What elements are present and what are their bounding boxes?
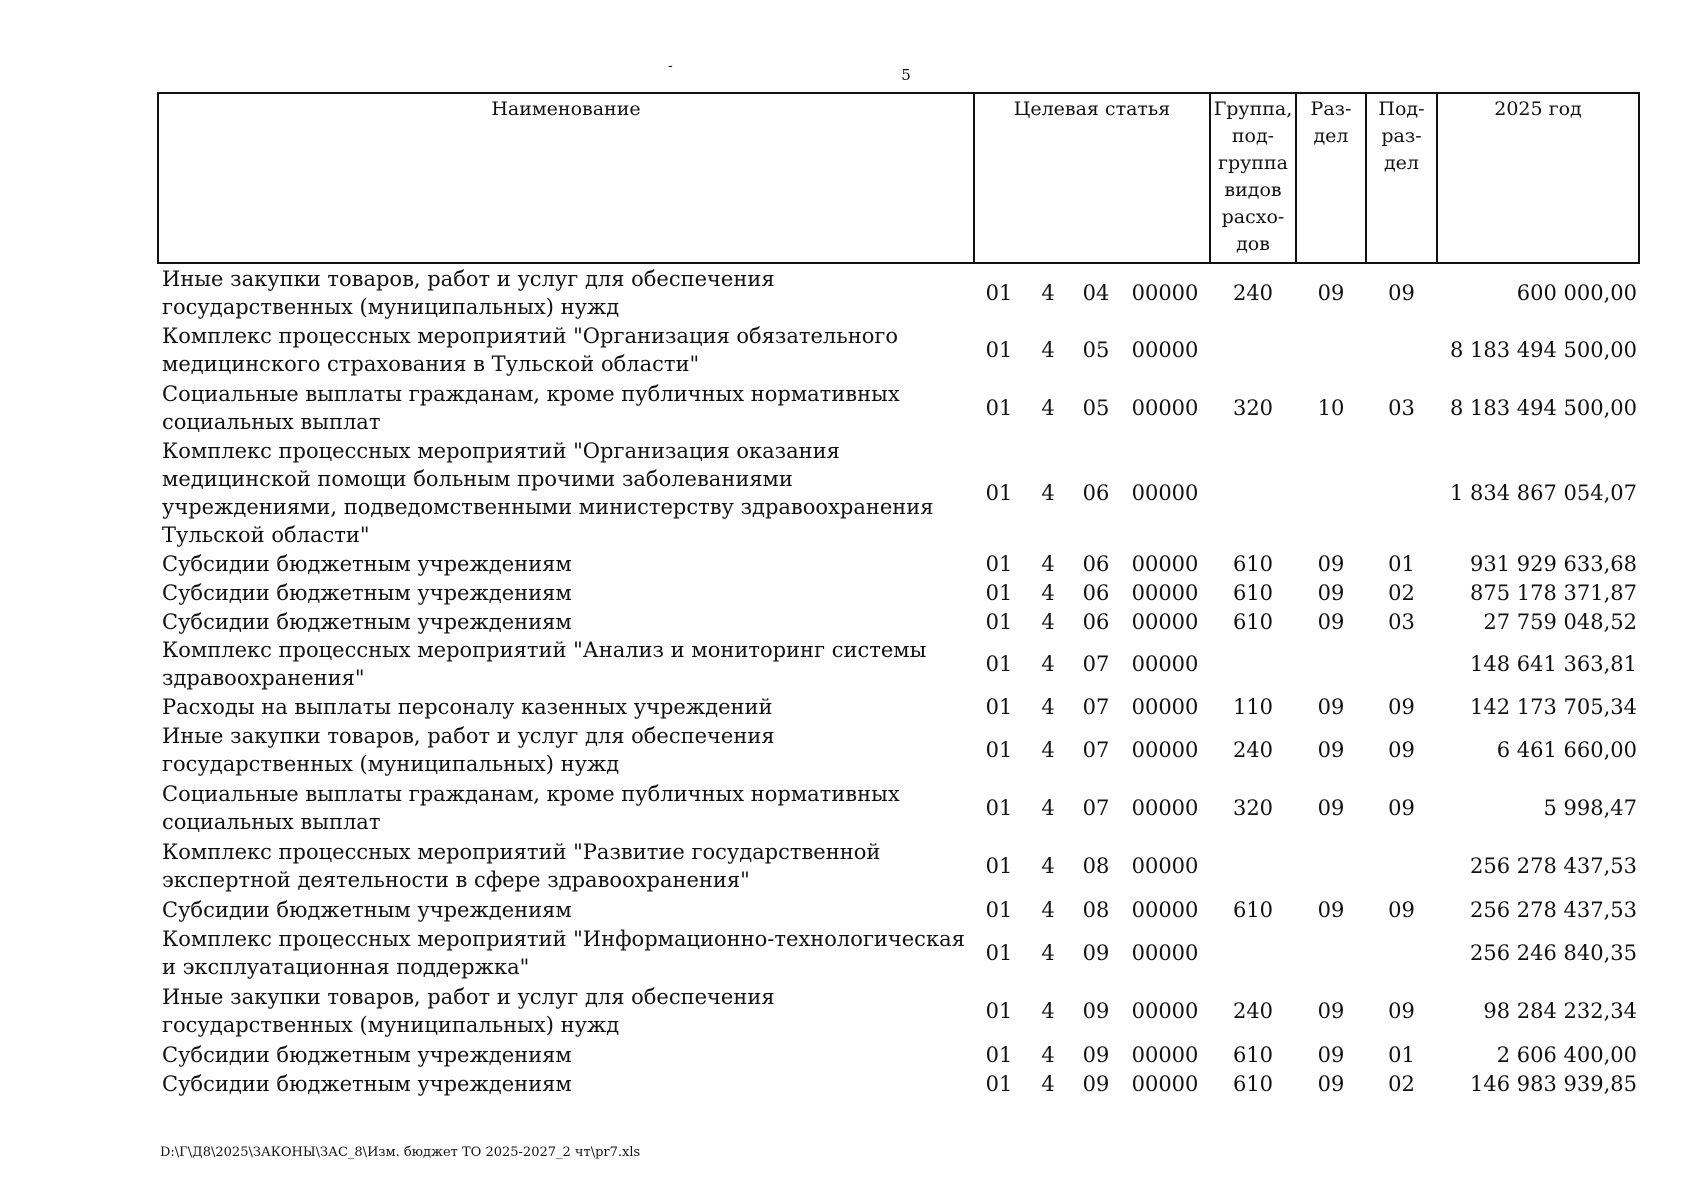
cell-section: 09 — [1317, 694, 1345, 719]
table-row — [158, 924, 1639, 982]
cell-amount: 8 183 494 500,00 — [1449, 396, 1637, 420]
cell-target-direction: 00000 — [1131, 694, 1199, 719]
cell-target-complex: 04 — [1082, 280, 1110, 305]
cell-section — [1296, 636, 1366, 692]
cell-subsection — [1366, 437, 1437, 549]
cell-target-program: 01 — [985, 854, 1013, 878]
cell-target-program: 01 — [985, 551, 1013, 576]
cell-name: Иные закупки товаров, работ и услуг для обеспечения государственных (муниципальных) нужд — [162, 985, 775, 1037]
header-target: Целевая статья — [974, 93, 1210, 263]
cell-group — [1210, 636, 1296, 692]
table-row — [158, 895, 1639, 924]
cell-group: 320 — [1232, 796, 1274, 820]
header-subsection: Под- раз- дел — [1366, 93, 1437, 263]
cell-subsection: 01 — [1388, 1042, 1415, 1067]
cell-name: Комплекс процессных мероприятий "Организация оказания медицинской помощи больным прочими заболеваниями учреждениями, подведомственными министерству здравоохранения Тульской области" — [162, 439, 934, 547]
cell-section: 09 — [1317, 1042, 1345, 1067]
cell-amount: 148 641 363,81 — [1470, 652, 1637, 676]
cell-section: 09 — [1317, 796, 1345, 820]
cell-target-direction: 00000 — [1131, 551, 1199, 576]
table-row — [158, 321, 1639, 379]
cell-target-complex: 07 — [1082, 738, 1110, 762]
table-header-row — [158, 93, 1639, 263]
cell-target-type: 4 — [1041, 652, 1055, 676]
cell-subsection: 02 — [1388, 1071, 1415, 1096]
cell-name: Субсидии бюджетным учреждениям — [162, 551, 572, 576]
cell-target-complex: 09 — [1082, 999, 1110, 1023]
cell-group: 610 — [1232, 551, 1274, 576]
cell-target-complex: 07 — [1082, 694, 1110, 719]
cell-section — [1296, 321, 1366, 379]
cell-target-direction: 00000 — [1131, 999, 1199, 1023]
cell-target-type: 4 — [1041, 481, 1055, 505]
cell-target-complex: 08 — [1082, 854, 1110, 878]
cell-target-type: 4 — [1041, 796, 1055, 820]
cell-subsection: 09 — [1388, 280, 1415, 305]
cell-group — [1210, 837, 1296, 895]
page-number: 5 — [901, 66, 911, 84]
cell-amount: 256 246 840,35 — [1470, 941, 1637, 965]
cell-target-direction: 00000 — [1131, 1042, 1199, 1067]
cell-section: 09 — [1317, 1071, 1345, 1096]
cell-target-complex: 06 — [1082, 481, 1110, 505]
cell-target-program: 01 — [985, 941, 1013, 965]
cell-name: Комплекс процессных мероприятий "Организация обязательного медицинского страхования в Тульской области" — [162, 324, 898, 376]
cell-subsection: 03 — [1388, 396, 1415, 420]
file-path: D:\Г\Д8\2025\ЗАКОНЫ\ЗАС_8\Изм. бюджет ТО 2025-2027_2 чт\pr7.xls — [160, 1145, 641, 1160]
header-group: Группа, под- группа видов расхо- дов — [1210, 93, 1296, 263]
cell-amount: 600 000,00 — [1516, 280, 1637, 305]
cell-name: Комплекс процессных мероприятий "Анализ и мониторинг системы здравоохранения" — [162, 638, 927, 690]
cell-name: Иные закупки товаров, работ и услуг для обеспечения государственных (муниципальных) нужд — [162, 266, 775, 319]
cell-amount: 27 759 048,52 — [1483, 609, 1637, 634]
cell-target-type: 4 — [1041, 551, 1055, 576]
cell-amount: 146 983 939,85 — [1470, 1071, 1637, 1096]
cell-target-complex: 09 — [1082, 1071, 1110, 1096]
cell-amount: 98 284 232,34 — [1483, 999, 1637, 1023]
cell-name: Субсидии бюджетным учреждениям — [162, 609, 572, 634]
cell-target-complex: 07 — [1082, 796, 1110, 820]
cell-amount: 931 929 633,68 — [1470, 551, 1637, 576]
cell-section: 09 — [1317, 551, 1345, 576]
table-row — [158, 578, 1639, 607]
cell-target-direction: 00000 — [1131, 796, 1199, 820]
cell-name: Социальные выплаты гражданам, кроме публичных нормативных социальных выплат — [162, 782, 900, 834]
cell-name: Комплекс процессных мероприятий "Информационно-технологическая и эксплуатационная поддержка" — [162, 927, 965, 979]
table-row — [158, 607, 1639, 636]
table-body — [158, 263, 1639, 1098]
table-row — [158, 1040, 1639, 1069]
cell-group: 610 — [1232, 897, 1274, 922]
header-year: 2025 год — [1437, 93, 1639, 263]
cell-target-program: 01 — [985, 609, 1013, 634]
cell-amount: 6 461 660,00 — [1496, 738, 1637, 762]
cell-target-complex: 09 — [1082, 1042, 1110, 1067]
table-row — [158, 1069, 1639, 1098]
cell-group: 320 — [1232, 396, 1274, 420]
cell-target-direction: 00000 — [1131, 897, 1199, 922]
cell-amount: 256 278 437,53 — [1470, 854, 1637, 878]
table-row — [158, 549, 1639, 578]
cell-group: 240 — [1232, 738, 1274, 762]
cell-amount: 256 278 437,53 — [1470, 897, 1637, 922]
cell-amount: 8 183 494 500,00 — [1449, 338, 1637, 362]
cell-group: 610 — [1232, 1071, 1274, 1096]
cell-target-type: 4 — [1041, 1042, 1055, 1067]
cell-subsection: 02 — [1388, 580, 1415, 605]
cell-group — [1210, 437, 1296, 549]
cell-name: Субсидии бюджетным учреждениям — [162, 1071, 572, 1096]
cell-subsection — [1366, 636, 1437, 692]
cell-target-direction: 00000 — [1131, 481, 1199, 505]
cell-amount: 5 998,47 — [1543, 796, 1637, 820]
cell-name: Субсидии бюджетным учреждениям — [162, 897, 572, 922]
cell-target-complex: 05 — [1082, 396, 1110, 420]
cell-target-program: 01 — [985, 1071, 1013, 1096]
table-row — [158, 982, 1639, 1040]
table-row — [158, 779, 1639, 837]
cell-target-type: 4 — [1041, 338, 1055, 362]
cell-target-complex: 06 — [1082, 551, 1110, 576]
header-name: Наименование — [158, 93, 974, 263]
cell-target-program: 01 — [985, 1042, 1013, 1067]
cell-group: 240 — [1232, 999, 1274, 1023]
cell-target-program: 01 — [985, 738, 1013, 762]
table-row — [158, 636, 1639, 692]
cell-amount: 2 606 400,00 — [1496, 1042, 1637, 1067]
cell-target-type: 4 — [1041, 396, 1055, 420]
cell-name: Субсидии бюджетным учреждениям — [162, 580, 572, 605]
cell-target-complex: 06 — [1082, 580, 1110, 605]
cell-subsection: 09 — [1388, 738, 1415, 762]
cell-target-direction: 00000 — [1131, 338, 1199, 362]
cell-group: 110 — [1232, 694, 1274, 719]
cell-section: 09 — [1317, 738, 1345, 762]
cell-target-direction: 00000 — [1131, 280, 1199, 305]
cell-target-type: 4 — [1041, 694, 1055, 719]
cell-target-direction: 00000 — [1131, 396, 1199, 420]
cell-target-program: 01 — [985, 694, 1013, 719]
cell-target-direction: 00000 — [1131, 652, 1199, 676]
cell-target-complex: 06 — [1082, 609, 1110, 634]
cell-subsection — [1366, 321, 1437, 379]
cell-section — [1296, 837, 1366, 895]
table-row — [158, 379, 1639, 437]
cell-target-direction: 00000 — [1131, 941, 1199, 965]
cell-target-program: 01 — [985, 396, 1013, 420]
cell-name: Субсидии бюджетным учреждениям — [162, 1042, 572, 1067]
cell-target-type: 4 — [1041, 941, 1055, 965]
cell-target-complex: 07 — [1082, 652, 1110, 676]
header-section: Раз- дел — [1296, 93, 1366, 263]
cell-amount: 1 834 867 054,07 — [1449, 481, 1637, 505]
cell-target-direction: 00000 — [1131, 1071, 1199, 1096]
cell-target-type: 4 — [1041, 738, 1055, 762]
cell-subsection: 09 — [1388, 694, 1415, 719]
cell-subsection: 09 — [1388, 796, 1415, 820]
cell-amount: 875 178 371,87 — [1470, 580, 1637, 605]
cell-group — [1210, 321, 1296, 379]
table-row — [158, 721, 1639, 779]
budget-table — [157, 92, 1640, 1098]
cell-target-direction: 00000 — [1131, 738, 1199, 762]
cell-target-direction: 00000 — [1131, 580, 1199, 605]
cell-group: 610 — [1232, 609, 1274, 634]
cell-target-type: 4 — [1041, 897, 1055, 922]
cell-section — [1296, 924, 1366, 982]
cell-target-type: 4 — [1041, 580, 1055, 605]
cell-target-type: 4 — [1041, 1071, 1055, 1096]
cell-target-program: 01 — [985, 999, 1013, 1023]
cell-target-direction: 00000 — [1131, 854, 1199, 878]
cell-target-complex: 05 — [1082, 338, 1110, 362]
table-row — [158, 263, 1639, 321]
cell-subsection — [1366, 837, 1437, 895]
cell-name: Расходы на выплаты персоналу казенных учреждений — [162, 694, 773, 719]
cell-subsection: 01 — [1388, 551, 1415, 576]
cell-target-direction: 00000 — [1131, 609, 1199, 634]
cell-name: Иные закупки товаров, работ и услуг для обеспечения государственных (муниципальных) нужд — [162, 724, 775, 776]
table-row — [158, 837, 1639, 895]
cell-target-type: 4 — [1041, 999, 1055, 1023]
cell-group — [1210, 924, 1296, 982]
cell-target-complex: 09 — [1082, 941, 1110, 965]
cell-target-program: 01 — [985, 652, 1013, 676]
cell-subsection: 09 — [1388, 999, 1415, 1023]
cell-target-program: 01 — [985, 580, 1013, 605]
cell-target-program: 01 — [985, 481, 1013, 505]
cell-target-type: 4 — [1041, 609, 1055, 634]
cell-section: 09 — [1317, 580, 1345, 605]
cell-subsection — [1366, 924, 1437, 982]
cell-name: Комплекс процессных мероприятий "Развитие государственной экспертной деятельности в сфере здравоохранения" — [162, 840, 881, 892]
cell-name: Социальные выплаты гражданам, кроме публичных нормативных социальных выплат — [162, 382, 900, 434]
cell-group: 610 — [1232, 580, 1274, 605]
cell-section: 09 — [1317, 609, 1345, 634]
cell-target-type: 4 — [1041, 280, 1055, 305]
cell-target-program: 01 — [985, 338, 1013, 362]
scan-mark: - — [668, 58, 673, 74]
cell-target-program: 01 — [985, 796, 1013, 820]
cell-subsection: 03 — [1388, 609, 1415, 634]
cell-target-type: 4 — [1041, 854, 1055, 878]
table-row — [158, 692, 1639, 721]
cell-group: 240 — [1232, 280, 1274, 305]
cell-target-complex: 08 — [1082, 897, 1110, 922]
cell-section — [1296, 437, 1366, 549]
cell-subsection: 09 — [1388, 897, 1415, 922]
cell-section: 10 — [1317, 396, 1345, 420]
cell-group: 610 — [1232, 1042, 1274, 1067]
cell-section: 09 — [1317, 280, 1345, 305]
cell-section: 09 — [1317, 897, 1345, 922]
cell-amount: 142 173 705,34 — [1470, 694, 1637, 719]
cell-section: 09 — [1317, 999, 1345, 1023]
table-row — [158, 437, 1639, 549]
cell-target-program: 01 — [985, 280, 1013, 305]
cell-target-program: 01 — [985, 897, 1013, 922]
